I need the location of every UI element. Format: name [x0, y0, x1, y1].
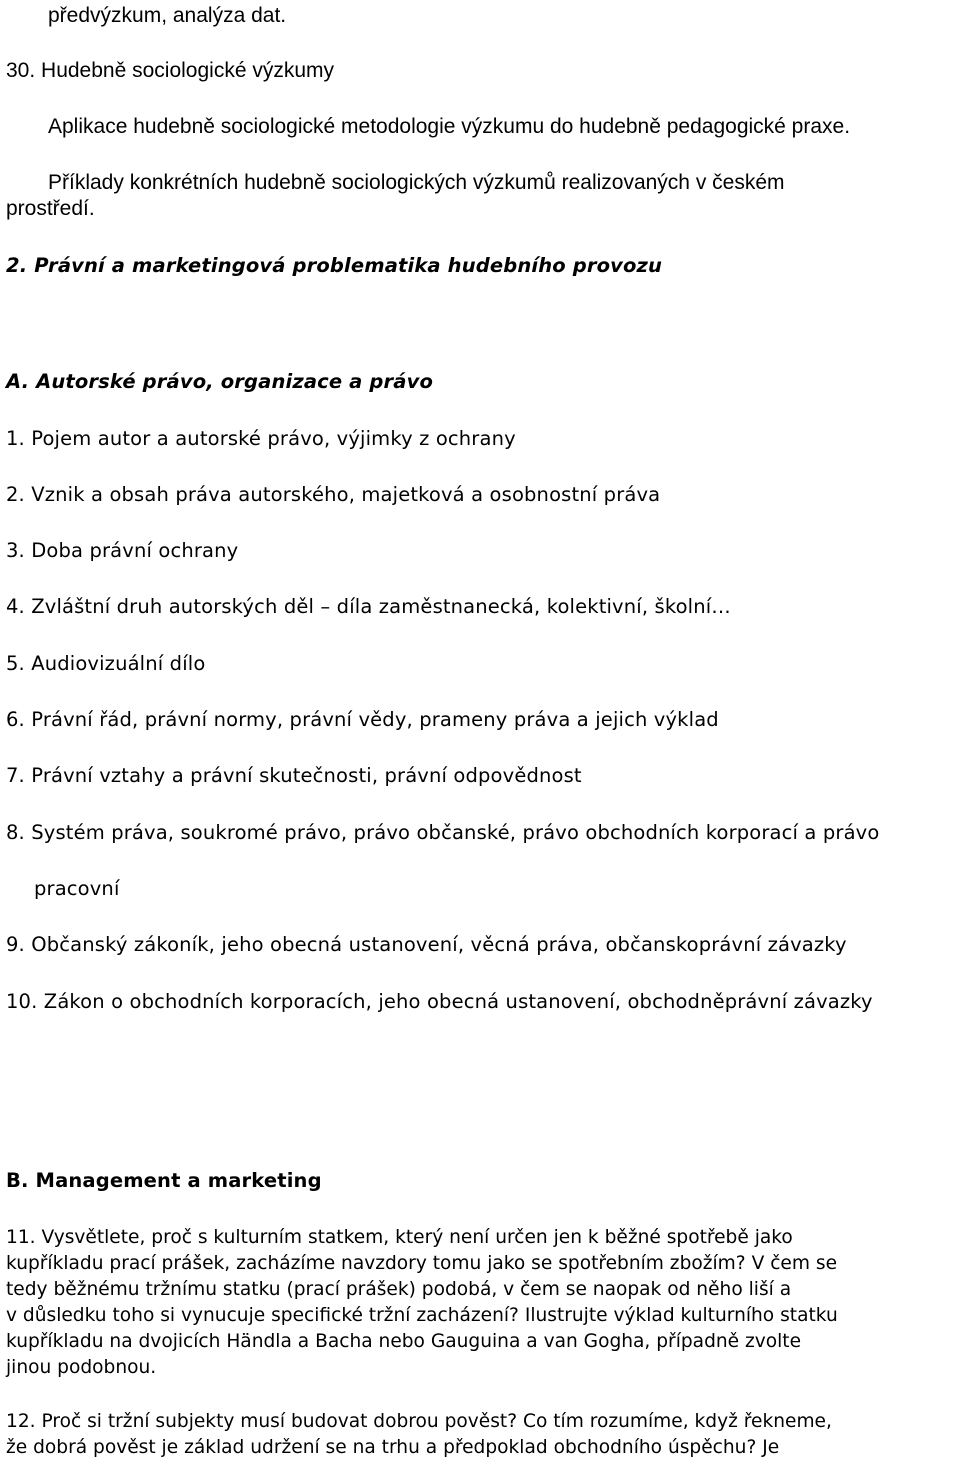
list-item: 1. Pojem autor a autorské právo, výjimky z ochrany — [6, 427, 516, 450]
question-11-line: jinou podobnou. — [6, 1357, 157, 1378]
section-b-heading: B. Management a marketing — [6, 1169, 322, 1192]
list-item: 2. Vznik a obsah práva autorského, majetková a osobnostní práva — [6, 483, 661, 506]
section-2-heading: 2. Právní a marketingová problematika hudebního provozu — [6, 254, 663, 277]
list-item: 3. Doba právní ochrany — [6, 539, 239, 562]
list-item: 6. Právní řád, právní normy, právní vědy, prameny práva a jejich výklad — [6, 708, 719, 731]
list-item: 4. Zvláštní druh autorských děl – díla zaměstnanecká, kolektivní, školní… — [6, 595, 731, 618]
list-item-continuation: pracovní — [34, 877, 120, 900]
question-12-line: 12. Proč si tržní subjekty musí budovat dobrou pověst? Co tím rozumíme, když řekneme, — [6, 1411, 832, 1432]
section-30-heading: 30. Hudebně sociologické výzkumy — [6, 59, 335, 82]
question-11-line: tedy běžnému tržnímu statku (prací prášek) podobá, v čem se naopak od něho liší a — [6, 1279, 792, 1300]
question-11-line: kupříkladu prací prášek, zacházíme navzdory tomu jako se spotřebním zbožím? V čem se — [6, 1253, 838, 1274]
question-12-line: že dobrá pověst je základ udržení se na trhu a předpoklad obchodního úspěchu? Je — [6, 1437, 780, 1458]
list-item: 8. Systém práva, soukromé právo, právo občanské, právo obchodních korporací a právo — [6, 821, 880, 844]
section-a-heading: A. Autorské právo, organizace a právo — [6, 370, 434, 393]
text-line: Aplikace hudebně sociologické metodologie výzkumu do hudebně pedagogické praxe. — [48, 115, 851, 138]
question-11-line: kupříkladu na dvojicích Händla a Bacha nebo Gauguina a van Gogha, případně zvolte — [6, 1331, 802, 1352]
question-11-line: 11. Vysvětlete, proč s kulturním statkem, který není určen jen k běžné spotřebě jako — [6, 1227, 793, 1248]
text-line: předvýzkum, analýza dat. — [48, 4, 287, 27]
question-11-line: v důsledku toho si vynucuje specifické tržní zacházení? Ilustrujte výklad kulturního statku — [6, 1305, 838, 1326]
list-item: 7. Právní vztahy a právní skutečnosti, právní odpovědnost — [6, 764, 582, 787]
list-item: 10. Zákon o obchodních korporacích, jeho obecná ustanovení, obchodněprávní závazky — [6, 990, 873, 1013]
text-line: prostředí. — [6, 197, 95, 220]
text-line: Příklady konkrétních hudebně sociologických výzkumů realizovaných v českém — [48, 171, 785, 194]
list-item: 9. Občanský zákoník, jeho obecná ustanovení, věcná práva, občanskoprávní závazky — [6, 933, 847, 956]
list-item: 5. Audiovizuální dílo — [6, 652, 206, 675]
